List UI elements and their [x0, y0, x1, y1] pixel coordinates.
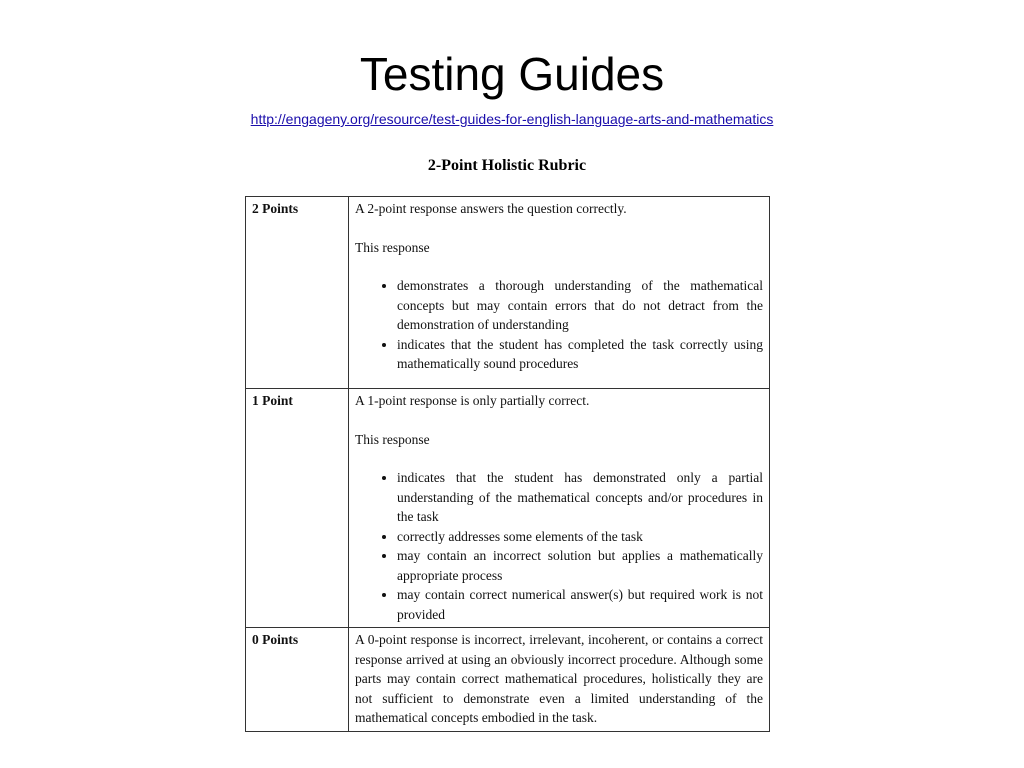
description-cell: A 0-point response is incorrect, irrelevant, incoherent, or contains a correct response arrived at using an obviously incorrect procedure. Although some parts may contain correct mathematical procedures, holistically they are not sufficient to demonstrate even a limited understanding of the mathematical concepts embodied in the task.: [349, 628, 770, 732]
list-item: • correctly addresses some elements of the task: [397, 527, 763, 547]
criteria-list: [355, 468, 763, 624]
description-intro: A 1-point response is only partially correct.: [355, 393, 590, 408]
list-item: • may contain correct numerical answer(s) but required work is not provided: [397, 585, 763, 624]
description-cell: [349, 197, 770, 389]
table-row: [246, 197, 770, 389]
score-cell: 1 Point: [246, 389, 349, 628]
score-cell: 0 Points: [246, 628, 349, 732]
list-item: • indicates that the student has completed the task correctly using mathematically sound procedures: [397, 335, 763, 374]
score-cell: 2 Points: [246, 197, 349, 389]
list-item: • indicates that the student has demonstrated only a partial understanding of the mathematical concepts and/or procedures in the task: [397, 468, 763, 527]
description-intro: A 2-point response answers the question correctly.: [355, 201, 627, 216]
rubric-title: 2-Point Holistic Rubric: [427, 157, 587, 174]
table-row: [246, 628, 770, 732]
criteria-list: [355, 276, 763, 374]
description-lead: This response: [355, 239, 430, 255]
list-item: • demonstrates a thorough understanding of the mathematical concepts but may contain errors that do not detract from the demonstration of understanding: [397, 276, 763, 335]
table-row: [246, 389, 770, 628]
resource-link[interactable]: http://engageny.org/resource/test-guides-for-english-language-arts-and-mathematics: [250, 111, 774, 127]
list-item: • may contain an incorrect solution but applies a mathematically appropriate process: [397, 546, 763, 585]
resource-link-line: [0, 110, 1024, 128]
rubric-table: [245, 196, 770, 732]
slide-title: Testing Guides: [359, 48, 665, 100]
description-lead: This response: [355, 431, 430, 447]
description-cell: [349, 389, 770, 628]
